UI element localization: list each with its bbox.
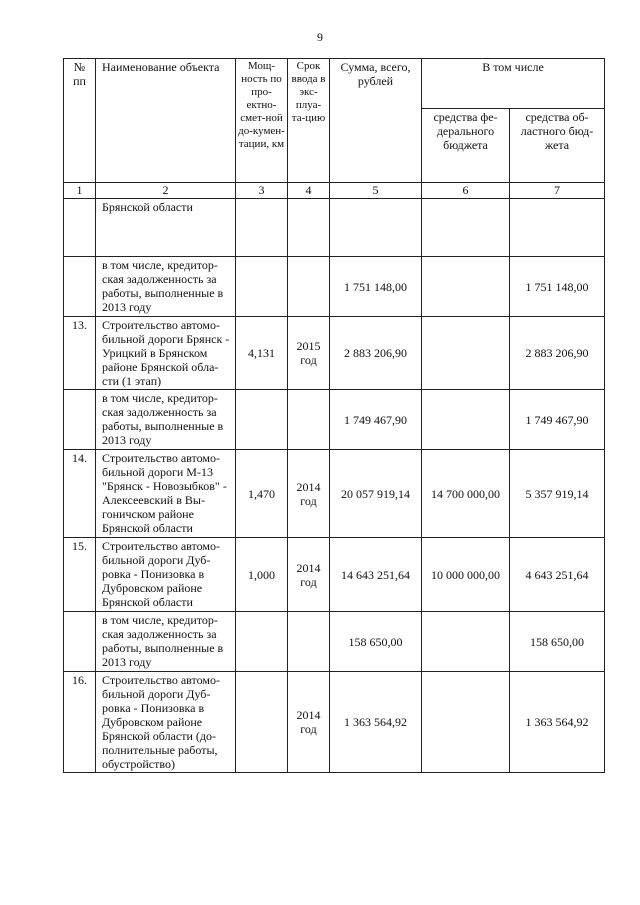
- row-name: Строительство автомо-бильной дороги Дуб-ровка - Понизовка в Дубровском районе Брянской области (до-полнительные работы, обустройство): [96, 672, 236, 773]
- row-power: [236, 612, 288, 672]
- column-number: 1: [64, 183, 96, 199]
- row-no: [64, 199, 96, 257]
- row-regional: 4 643 251,64: [510, 538, 605, 612]
- row-federal: [422, 199, 510, 257]
- row-federal: [422, 390, 510, 450]
- row-regional: 5 357 919,14: [510, 450, 605, 538]
- row-regional: 1 749 467,90: [510, 390, 605, 450]
- table-row: [64, 199, 605, 257]
- row-term: [288, 199, 330, 257]
- row-federal: [422, 257, 510, 317]
- row-no: 15.: [64, 538, 96, 612]
- row-sum: 1 363 564,92: [330, 672, 422, 773]
- row-sum: 14 643 251,64: [330, 538, 422, 612]
- row-federal: [422, 672, 510, 773]
- row-no: [64, 390, 96, 450]
- row-regional: 1 751 148,00: [510, 257, 605, 317]
- column-number: 6: [422, 183, 510, 199]
- row-federal: 14 700 000,00: [422, 450, 510, 538]
- row-no: 16.: [64, 672, 96, 773]
- header-power: Мощ-ность по про-ектно-смет-ной до-кумен-тации, км: [236, 59, 288, 183]
- row-sum: [330, 199, 422, 257]
- table-row: [64, 672, 605, 773]
- table-row: [64, 450, 605, 538]
- row-term: [288, 390, 330, 450]
- row-sum: 2 883 206,90: [330, 317, 422, 390]
- column-number: 7: [510, 183, 605, 199]
- row-power: [236, 199, 288, 257]
- row-power: 1,470: [236, 450, 288, 538]
- row-no: [64, 612, 96, 672]
- row-term: [288, 612, 330, 672]
- row-name: Строительство автомо-бильной дороги Дуб-ровка - Понизовка в Дубровском районе Брянской области: [96, 538, 236, 612]
- header-regional: средства об-ластного бюд-жета: [510, 109, 605, 183]
- header-sum: Сумма, всего, рублей: [330, 59, 422, 183]
- objects-table: [63, 58, 605, 773]
- row-name: в том числе, кредитор-ская задолженность за работы, выполненные в 2013 году: [96, 612, 236, 672]
- table-row: [64, 612, 605, 672]
- row-power: 4,131: [236, 317, 288, 390]
- row-power: 1,000: [236, 538, 288, 612]
- row-name: в том числе, кредитор-ская задолженность за работы, выполненные в 2013 году: [96, 257, 236, 317]
- page-number: 9: [317, 30, 323, 44]
- row-regional: 158 650,00: [510, 612, 605, 672]
- table-row: [64, 538, 605, 612]
- header-row-1: [64, 59, 605, 109]
- row-term: [288, 257, 330, 317]
- row-sum: 1 751 148,00: [330, 257, 422, 317]
- column-number: 5: [330, 183, 422, 199]
- row-name: Брянской области: [96, 199, 236, 257]
- header-including: В том числе: [422, 59, 605, 109]
- header-name: Наименование объекта: [96, 59, 236, 183]
- row-name: Строительство автомо-бильной дороги Брянск - Урицкий в Брянском районе Брянской обла-сти (1 этап): [96, 317, 236, 390]
- row-name: Строительство автомо-бильной дороги М-13 "Брянск - Новозыбков" - Алексеевский в Вы-гоничском районе Брянской области: [96, 450, 236, 538]
- header-no: № пп: [64, 59, 96, 183]
- row-no: [64, 257, 96, 317]
- row-sum: 20 057 919,14: [330, 450, 422, 538]
- row-term: 2014 год: [288, 538, 330, 612]
- row-sum: 1 749 467,90: [330, 390, 422, 450]
- row-power: [236, 672, 288, 773]
- table-row: [64, 390, 605, 450]
- row-term: 2015 год: [288, 317, 330, 390]
- row-sum: 158 650,00: [330, 612, 422, 672]
- table-row: [64, 257, 605, 317]
- column-number: 2: [96, 183, 236, 199]
- column-number: 4: [288, 183, 330, 199]
- row-federal: [422, 612, 510, 672]
- row-term: 2014 год: [288, 450, 330, 538]
- row-name: в том числе, кредитор-ская задолженность за работы, выполненные в 2013 году: [96, 390, 236, 450]
- header-term: Срок ввода в экс-плуа-та-цию: [288, 59, 330, 183]
- row-federal: 10 000 000,00: [422, 538, 510, 612]
- row-federal: [422, 317, 510, 390]
- table-row: [64, 317, 605, 390]
- header-federal: средства фе-дерального бюджета: [422, 109, 510, 183]
- column-numbers-row: [64, 183, 605, 199]
- column-number: 3: [236, 183, 288, 199]
- row-regional: [510, 199, 605, 257]
- row-power: [236, 390, 288, 450]
- row-no: 14.: [64, 450, 96, 538]
- row-no: 13.: [64, 317, 96, 390]
- row-power: [236, 257, 288, 317]
- row-regional: 2 883 206,90: [510, 317, 605, 390]
- row-regional: 1 363 564,92: [510, 672, 605, 773]
- row-term: 2014 год: [288, 672, 330, 773]
